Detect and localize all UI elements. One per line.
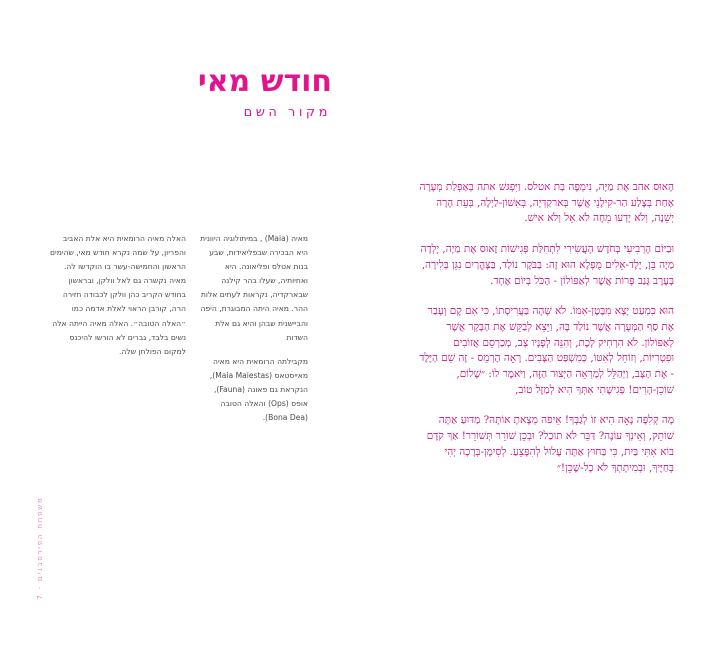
- info-column-left: [50, 232, 186, 369]
- main-paragraph: וּבַיּוֹם הָרְבִיעִי בְּחֹדֶשׁ הָעֲשִׂירִי לִתְחִלַּת פְּגִישׁוֹת זֶאוּס אֶת מַיָה, יָלְדָה מַיָה בֵּן, יֶלֶד-אֵלִים מֻפְלָא הוּא זֶה: בַּבֹּקֶר נוֹלַד, בַּצָּהֳרַיִם נִגֵּן בְּלִירָה, בָּעֶרֶב גָּנַב פָּרוֹת אֲשֶׁר לְאַפּוֹלוֹן - הַכֹּל בְּיוֹם אֶחָד.: [420, 243, 674, 287]
- main-hebrew-text: [418, 180, 674, 491]
- page-subtitle: מקור השם: [243, 105, 331, 120]
- page-title: חודש מאי: [197, 64, 332, 99]
- vertical-footer: [32, 488, 48, 613]
- info-paragraph: מאיה (Maia) , במיתולוגיה היוונית היא הבכירה שבפליאידות, שבע בנות אטלס ופליאונה. היא ואחיותיה, שעלו בהר קילנה שבארקדיה, נקראות לעתים אלות ההר. מאיה היתה המבוגרת, היפה והביישנית שבהן והיא גם אלת השדות: [200, 234, 308, 342]
- main-paragraph: מָה קְלִפָּה נָאָה הִיא זוֹ לְגַבְּךָ! אֵיפֹה מְצָאתָ אוֹתָהּ? מַדּוּעַ אַתָּה שׁוֹתֵק, וְאֵינְךָ עוֹנֶה? דַּבֵּר לֹא תוּכַל? וּבְכֵן שׁוֹרֵר תְּשׁוֹרֵר! אַךְ קֹדֶם בּוֹא אִתִּי בַּיִת, כִּי בַּחוּץ אַתָּה עָלוּל לְהִפָּצֵעַ. לְסִימָן-בְּרָכָה יְהִי בְּחַיֶּיךָ, וּבְמִיתָתְךָ לֹא כָל-שֶׁכֵּן!״: [426, 414, 674, 474]
- main-paragraph: הֶאוּס אהב אֶת מַיָה, נִימְפָה בַּת אטלס. וַיִּפְגּשׁ אתה בְּאַפְלַת מְעָרָה אַחַת בְּצֶלַע הַר-קִילֶנֵי אֲשֶׁר בְּארקַדְיָה, בְּאִשׁוֹן-לַיְלָה, בְּעֵת הָרָה יְשֵׁנָה, וְלֹא יָדְעוּ מֵחָה לֹא אֵל וְלֹא אִישׁ.: [419, 181, 674, 225]
- footer-text: משפחת הפירסבנים - 7: [36, 496, 44, 600]
- main-paragraph: הוּא כִּמְעַט יָצָא מִבֶּטֶן-אִמּוֹ. לֹא שָׁהָה בַּעֲרִיסָתוֹ, כִּי אִם קָם וְעָבַר אֶת סַף הַמְּעָרָה אֲשֶׁר נוֹלַד בָּהּ, וַיֵּצֵא לְבַקֵּשׁ אֶת הַבָּקָר אֲשֶׁר לְאַפּוֹלוֹן. לֹא הִרְחִיק לָכֶת, וְהִנֵּה לְפָנָיו צָב, מְכַרְסֵם אֲזוֹבִים וּפִטְרִיּוֹת, וְזוֹחֵל לְאִטּוֹ, כְּמִשְׁפַּט הַצָּבִים. רָאָה הֶרְמֵס - זֶה שֵׁם הַיֶּלֶד - אֶת הַצָּב, וַיְּהַלֵּל לְמַרְאֵה הַיְּצוּר הַזֶּה, וַיֹּאמֶר לוֹ: ״שָׁלוֹם, שׁוֹכֵן-הָרִים! פְּגִישָׁתִי אִתְּךָ הִיא לְמַזָּל טוֹב,: [419, 305, 674, 396]
- info-column-right: [200, 232, 308, 435]
- info-paragraph: האלה מאיה הרומאית היא אלת האביב והפריון, על שמה נקרא חודש מאי, שהימים הראשון והחמישה-עשר בו הוקדשו לה. מאיה נקשרה גם לאל וולקן, ובראשון בחודש הקריב כהן וולקן לכבודה חזירה הרה, קורבן הראוי לאלת אדמה כמו ״האלה הטובה״. האלה מאיה הייתה אלה נשים בלבד, גברים לא הורשו להיכנס למקום הפולחן שלה.: [50, 234, 186, 356]
- info-paragraph: מקבילתה הרומאית היא מאיה מאייסטאס (Maia Maiestas), הנקראת גם פאונה (Fauna), אופס (Ops) והאלה הטובה (Bona Dea).: [209, 356, 308, 423]
